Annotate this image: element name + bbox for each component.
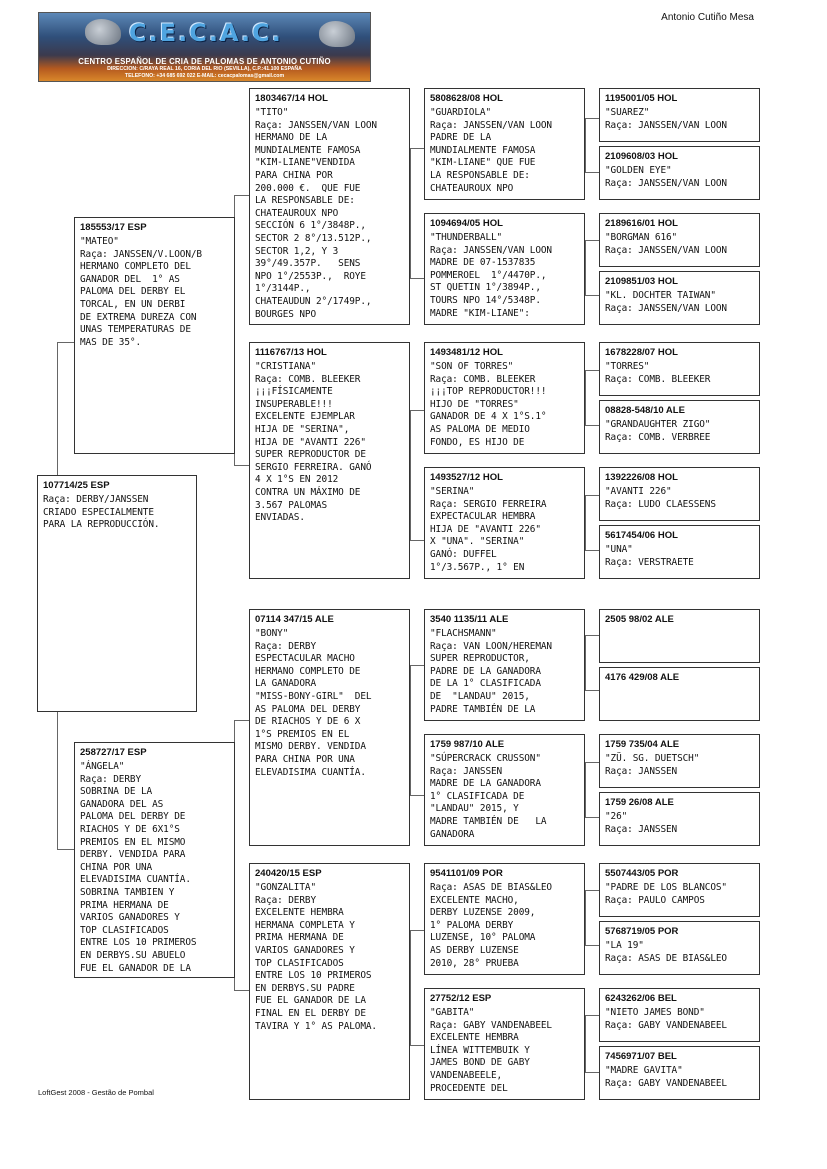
bird-description: "GABITA" Raça: GABY VANDENABEEL EXCELENTE HEMBRA LÍNEA WITTEMBUIK Y JAMES BOND DE GABY VANDENABEELE, PROCEDENTE DEL [430, 1007, 552, 1094]
pedigree-gggp [599, 1046, 760, 1100]
bird-description: "UNA" Raça: VERSTRAETE [605, 544, 694, 568]
ring-number: 1493481/12 HOL [430, 347, 503, 358]
bird-description: "KL. DOCHTER TAIWAN" Raça: JANSSEN/VAN LOON [605, 290, 727, 314]
bird-description: "TITO" Raça: JANSSEN/VAN LOON HERMANO DE LA MUNDIALMENTE FAMOSA "KIM-LIANE"VENDIDA PARA CHINA POR 200.000 €. QUE FUE LA RESPONSABLE DE: CHATEAUROUX NPO SECCIÓN 6 1°/3848P., SECTOR 2 8°/13.512P., SECTOR 1,2, Y 3 39°/49.357P. SENS NPO 1°/2553P., ROYE 1°/3144P., CHATEAUDUN 2°/1749P., BOURGES NPO [255, 107, 377, 320]
pedigree-ggp [424, 609, 585, 721]
owner-name: Antonio Cutiño Mesa [661, 12, 754, 23]
ring-number: 1195001/05 HOL [605, 93, 678, 104]
bird-description: "SON OF TORRES" Raça: COMB. BLEEKER ¡¡¡TOP REPRODUCTOR!!! HIJO DE "TORRES" GANADOR DE 4 X 1°S.1° AS PALOMA DE MEDIO FONDO, ES HIJO DE [430, 361, 547, 448]
pedigree-granddam-paternal [249, 342, 410, 579]
pedigree-sire [74, 217, 235, 454]
ring-number: 4176 429/08 ALE [605, 672, 680, 683]
pedigree-dam [74, 742, 235, 978]
ring-number: 107714/25 ESP [43, 480, 110, 491]
ring-number: 2505 98/02 ALE [605, 614, 674, 625]
ring-number: 5768719/05 POR [605, 926, 679, 937]
pedigree-gggp [599, 988, 760, 1042]
logo-address: DIRECCION: C/RAYA REAL 16, CORIA DEL RIO (SEVILLA), C.P.:41.100 ESPAÑA [107, 66, 302, 72]
pigeon-icon [85, 19, 121, 45]
software-footer: LoftGest 2008 - Gestão de Pombal [38, 1088, 154, 1097]
ring-number: 1803467/14 HOL [255, 93, 328, 104]
bird-description: "THUNDERBALL" Raça: JANSSEN/VAN LOON MADRE DE 07-1537835 POMMEROEL 1°/4470P., ST QUETIN 1°/3894P., TOURS NPO 14°/5348P. MADRE "KIM-LIANE": [430, 232, 552, 319]
pedigree-grandsire-maternal [249, 609, 410, 846]
bird-description: "ZÜ. SG. DUETSCH" Raça: JANSSEN [605, 753, 700, 777]
pedigree-gggp [599, 342, 760, 396]
pedigree-subject [37, 475, 197, 712]
pedigree-ggp [424, 988, 585, 1100]
bird-description: "AVANTI 226" Raça: LUDO CLAESSENS [605, 486, 716, 510]
ring-number: 5507443/05 POR [605, 868, 679, 879]
ring-number: 08828-548/10 ALE [605, 405, 685, 416]
bird-description: "GRANDAUGHTER ZIGO" Raça: COMB. VERBREE [605, 419, 711, 443]
pedigree-ggp [424, 467, 585, 579]
bird-description: "FLACHSMANN" Raça: VAN LOON/HEREMAN SUPER REPRODUCTOR, PADRE DE LA GANADORA DE LA 1° CLASIFICADA DE "LANDAU" 2015, PADRE TAMBIÉN DE LA [430, 628, 552, 715]
bird-description: "SERINA" Raça: SERGIO FERREIRA EXPECTACULAR HEMBRA HIJA DE "AVANTI 226" X "UNA". "SERINA" GANÓ: DUFFEL 1°/3.567P., 1° EN [430, 486, 547, 573]
pedigree-gggp [599, 792, 760, 846]
bird-description: "ÁNGELA" Raça: DERBY SOBRINA DE LA GANADORA DEL AS PALOMA DEL DERBY DE RIACHOS Y DE 6X1°S PREMIOS EN EL MISMO DERBY. VENDIDA PARA CHINA POR UNA ELEVADISIMA CUANTÍA. SOBRINA TAMBIEN Y PRIMA HERMANA DE VARIOS GANADORES Y TOP CLASIFICADOS ENTRE LOS 10 PRIMEROS EN DERBYS.SU ABUELO FUE EL GANADOR DE LA [80, 761, 197, 974]
pigeon-icon [319, 21, 355, 47]
ring-number: 1678228/07 HOL [605, 347, 678, 358]
ring-number: 2109608/03 HOL [605, 151, 678, 162]
pedigree-grandsire-paternal [249, 88, 410, 325]
pedigree-ggp [424, 863, 585, 975]
ring-number: 1759 987/10 ALE [430, 739, 505, 750]
pedigree-gggp [599, 271, 760, 325]
bird-description: "GUARDIOLA" Raça: JANSSEN/VAN LOON PADRE DE LA MUNDIALMENTE FAMOSA "KIM-LIANE" QUE FUE LA RESPONSABLE DE: CHATEAUROUX NPO [430, 107, 552, 194]
ring-number: 3540 1135/11 ALE [430, 614, 509, 625]
ring-number: 6243262/06 BEL [605, 993, 677, 1004]
ring-number: 1392226/08 HOL [605, 472, 678, 483]
pedigree-ggp [424, 734, 585, 846]
bird-description: "GOLDEN EYE" Raça: JANSSEN/VAN LOON [605, 165, 727, 189]
bird-description: "TORRES" Raça: COMB. BLEEKER [605, 361, 711, 385]
ring-number: 27752/12 ESP [430, 993, 492, 1004]
pedigree-ggp [424, 213, 585, 325]
logo-subtitle: CENTRO ESPAÑOL DE CRIA DE PALOMAS DE ANTONIO CUTIÑO [78, 57, 331, 66]
bird-description: "CRISTIANA" Raça: COMB. BLEEKER ¡¡¡FÍSICAMENTE INSUPERABLE!!! EXCELENTE EJEMPLAR HIJA DE "SERINA", HIJA DE "AVANTI 226" SUPER REPRODUCTOR DE SERGIO FERREIRA. GANÓ 4 X 1°S EN 2012 CONTRA UN MÁXIMO DE 3.567 PALOMAS ENVIADAS. [255, 361, 372, 524]
logo-contact: TELEFONO: +34 685 692 022 E-MAIL: cecacpalomas@gmail.com [124, 73, 285, 79]
ring-number: 1759 735/04 ALE [605, 739, 680, 750]
pedigree-gggp [599, 213, 760, 267]
pedigree-gggp [599, 667, 760, 721]
pedigree-gggp [599, 921, 760, 975]
ring-number: 1493527/12 HOL [430, 472, 503, 483]
ring-number: 240420/15 ESP [255, 868, 322, 879]
pedigree-gggp [599, 400, 760, 454]
ring-number: 9541101/09 POR [430, 868, 503, 879]
ring-number: 2109851/03 HOL [605, 276, 678, 287]
ring-number: 185553/17 ESP [80, 222, 147, 233]
pedigree-gggp [599, 734, 760, 788]
pedigree-gggp [599, 88, 760, 142]
bird-description: "NIETO JAMES BOND" Raça: GABY VANDENABEEL [605, 1007, 727, 1031]
bird-description: "SUAREZ" Raça: JANSSEN/VAN LOON [605, 107, 727, 131]
ring-number: 1116767/13 HOL [255, 347, 327, 358]
logo-title: C.E.C.A.C. [129, 19, 283, 47]
bird-description: "MATEO" Raça: JANSSEN/V.LOON/B HERMANO COMPLETO DEL GANADOR DEL 1° AS PALOMA DEL DERBY EL TORCAL, EN UN DERBI DE EXTREMA DUREZA CON UNAS TEMPERATURAS DE MAS DE 35°. [80, 236, 202, 348]
pedigree-gggp [599, 467, 760, 521]
bird-description: "LA 19" Raça: ASAS DE BIAS&LEO [605, 940, 727, 964]
pedigree-gggp [599, 863, 760, 917]
ring-number: 1759 26/08 ALE [605, 797, 674, 808]
bird-description: Raça: ASAS DE BIAS&LEO EXCELENTE MACHO, DERBY LUZENSE 2009, 1° PALOMA DERBY LUZENSE, 10° PALOMA AS DERBY LUZENSE 2010, 28° PRUEBA [430, 882, 552, 969]
bird-description: "BORGMAN 616" Raça: JANSSEN/VAN LOON [605, 232, 727, 256]
ring-number: 5808628/08 HOL [430, 93, 503, 104]
pedigree-gggp [599, 525, 760, 579]
bird-description: Raça: DERBY/JANSSEN CRIADO ESPECIALMENTE PARA LA REPRODUCCIÓN. [43, 494, 160, 531]
ring-number: 07114 347/15 ALE [255, 614, 334, 625]
pedigree-ggp [424, 342, 585, 454]
bird-description: "SÚPERCRACK CRUSSON" Raça: JANSSEN MADRE DE LA GANADORA 1° CLASIFICADA DE "LANDAU" 2015, Y MADRE TAMBIÉN DE LA GANADORA [430, 753, 547, 840]
ring-number: 1094694/05 HOL [430, 218, 503, 229]
ring-number: 5617454/06 HOL [605, 530, 678, 541]
bird-description: "MADRE GAVITA" Raça: GABY VANDENABEEL [605, 1065, 727, 1089]
pedigree-gggp [599, 609, 760, 663]
bird-description: "26" Raça: JANSSEN [605, 811, 678, 835]
pedigree-gggp [599, 146, 760, 200]
cecac-logo [38, 12, 371, 82]
pedigree-ggp [424, 88, 585, 200]
ring-number: 7456971/07 BEL [605, 1051, 677, 1062]
bird-description: "BONY" Raça: DERBY ESPECTACULAR MACHO HERMANO COMPLETO DE LA GANADORA "MISS-BONY-GIRL" DEL AS PALOMA DEL DERBY DE RIACHOS Y DE 6 X 1°S PREMIOS EN EL MISMO DERBY. VENDIDA PARA CHINA POR UNA ELEVADISIMA CUANTÍA. [255, 628, 372, 778]
ring-number: 2189616/01 HOL [605, 218, 678, 229]
bird-description: "PADRE DE LOS BLANCOS" Raça: PAULO CAMPOS [605, 882, 727, 906]
ring-number: 258727/17 ESP [80, 747, 147, 758]
pedigree-granddam-maternal [249, 863, 410, 1100]
bird-description: "GONZALITA" Raça: DERBY EXCELENTE HEMBRA HERMANA COMPLETA Y PRIMA HERMANA DE VARIOS GANADORES Y TOP CLASIFICADOS ENTRE LOS 10 PRIMEROS EN DERBYS.SU PADRE FUE EL GANADOR DE LA FINAL EN EL DERBY DE TAVIRA Y 1° AS PALOMA. [255, 882, 377, 1032]
